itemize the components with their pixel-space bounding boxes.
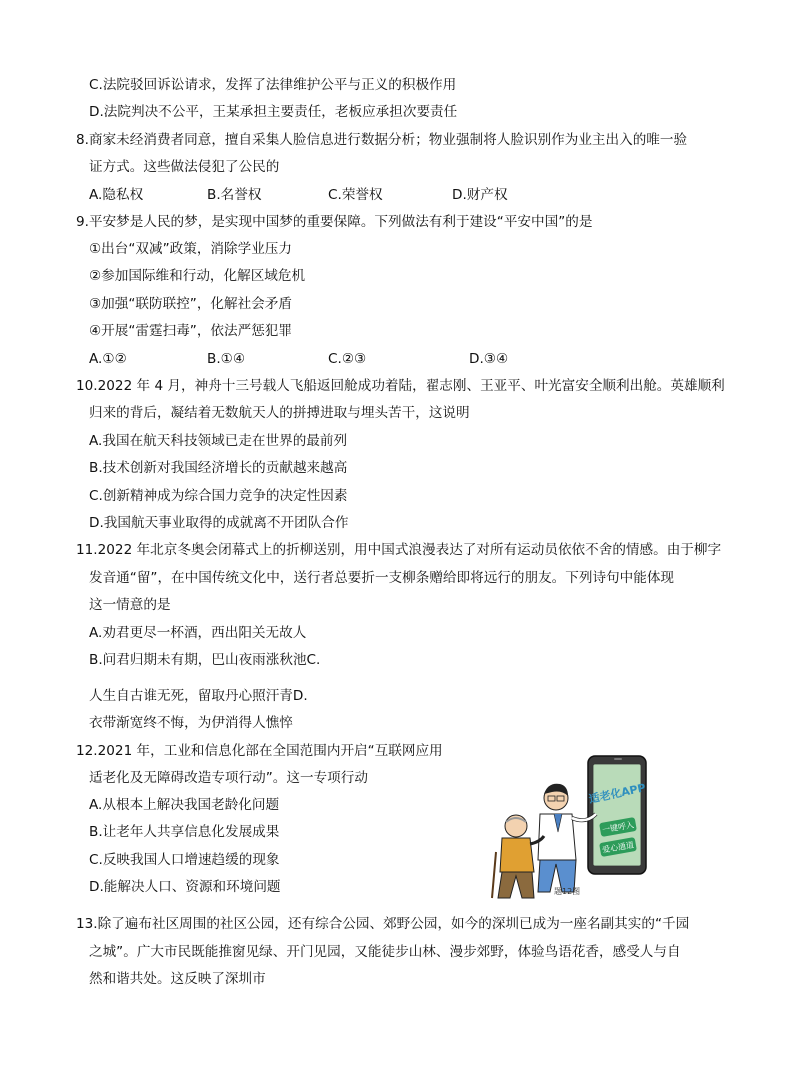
q9-option-d: D.③④ xyxy=(469,351,509,367)
q12-figure-caption: 题12图 xyxy=(554,887,581,896)
q12-option-a: A.从根本上解决我国老龄化问题 xyxy=(89,797,280,813)
q8-option-b: B.名誉权 xyxy=(207,187,262,203)
q9-item-4: ④开展“雷霆扫毒”，依法严惩犯罪 xyxy=(89,323,292,339)
q10-option-a: A.我国在航天科技领域已走在世界的最前列 xyxy=(89,433,348,449)
q12-cartoon xyxy=(488,752,656,902)
q7-option-c: C.法院驳回诉讼请求，发挥了法律维护公平与正义的积极作用 xyxy=(89,77,457,93)
q11-option-c: 人生自古谁无死，留取丹心照汗青D. xyxy=(89,688,308,704)
q8-stem-line1: 8.商家未经消费者同意，擅自采集人脸信息进行数据分析；物业强制将人脸识别作为业主出入的唯一验 xyxy=(76,132,688,148)
q12-stem-line1: 12.2021 年，工业和信息化部在全国范围内开启“互联网应用 xyxy=(76,743,443,759)
phone-button-care: 爱心通道 xyxy=(601,840,635,855)
q9-item-2: ②参加国际维和行动，化解区域危机 xyxy=(89,268,306,284)
q13-stem-line2: 之城”。广大市民既能推窗见绿、开门见园，又能徒步山林、漫步郊野，体验鸟语花香，感受人与自 xyxy=(89,944,681,960)
q12-option-c: C.反映我国人口增速趋缓的现象 xyxy=(89,852,280,868)
q11-stem-line2: 发音通“留”，在中国传统文化中，送行者总要折一支柳条赠给即将远行的朋友。下列诗句中能体现 xyxy=(89,570,675,586)
q9-option-c: C.②③ xyxy=(328,351,367,367)
q12-option-d: D.能解决人口、资源和环境问题 xyxy=(89,879,281,895)
q10-stem-line2: 归来的背后，凝结着无数航天人的拼搏进取与埋头苦干，这说明 xyxy=(89,405,470,421)
q9-option-a: A.①② xyxy=(89,351,127,367)
q11-stem-line3: 这一情意的是 xyxy=(89,597,171,613)
q7-option-d: D.法院判决不公平，王某承担主要责任，老板应承担次要责任 xyxy=(89,104,458,120)
q8-option-a: A.隐私权 xyxy=(89,187,144,203)
q10-option-c: C.创新精神成为综合国力竞争的决定性因素 xyxy=(89,488,348,504)
q9-option-b: B.①④ xyxy=(207,351,246,367)
q13-stem-line3: 然和谐共处。这反映了深圳市 xyxy=(89,971,266,987)
elderly-man-illustration xyxy=(492,815,544,898)
q12-stem-line2: 适老化及无障碍改造专项行动”。这一专项行动 xyxy=(89,770,368,786)
q11-option-b: B.问君归期未有期，巴山夜雨涨秋池C. xyxy=(89,652,321,668)
q8-stem-line2: 证方式。这些做法侵犯了公民的 xyxy=(89,159,280,175)
q8-option-d: D.财产权 xyxy=(452,187,508,203)
q10-option-b: B.技术创新对我国经济增长的贡献越来越高 xyxy=(89,460,348,476)
q11-stem-line1: 11.2022 年北京冬奥会闭幕式上的折柳送别，用中国式浪漫表达了对所有运动员依依不舍的情感。由于柳字 xyxy=(76,542,722,558)
phone-app-title: 适老化APP xyxy=(587,781,647,806)
q10-option-d: D.我国航天事业取得的成就离不开团队合作 xyxy=(89,515,349,531)
phone-button-call: 一键呼入 xyxy=(601,820,635,835)
q8-option-c: C.荣誉权 xyxy=(328,187,383,203)
q9-item-3: ③加强“联防联控”，化解社会矛盾 xyxy=(89,296,292,312)
q10-stem-line1: 10.2022 年 4 月，神舟十三号载人飞船返回舱成功着陆，翟志刚、王亚平、叶光富安全顺利出舱。英雄顺利 xyxy=(76,378,725,394)
q11-option-d: 衣带渐宽终不悔，为伊消得人憔悴 xyxy=(89,715,293,731)
q12-option-b: B.让老年人共享信息化发展成果 xyxy=(89,824,280,840)
q13-stem-line1: 13.除了遍布社区周围的社区公园，还有综合公园、郊野公园，如今的深圳已成为一座名副其实的“千园 xyxy=(76,916,690,932)
q12-illustration xyxy=(488,752,656,902)
q11-option-a: A.劝君更尽一杯酒，西出阳关无故人 xyxy=(89,625,307,641)
q9-stem: 9.平安梦是人民的梦，是实现中国梦的重要保障。下列做法有利于建设“平安中国”的是 xyxy=(76,214,593,230)
q9-item-1: ①出台“双减”政策，消除学业压力 xyxy=(89,241,292,257)
